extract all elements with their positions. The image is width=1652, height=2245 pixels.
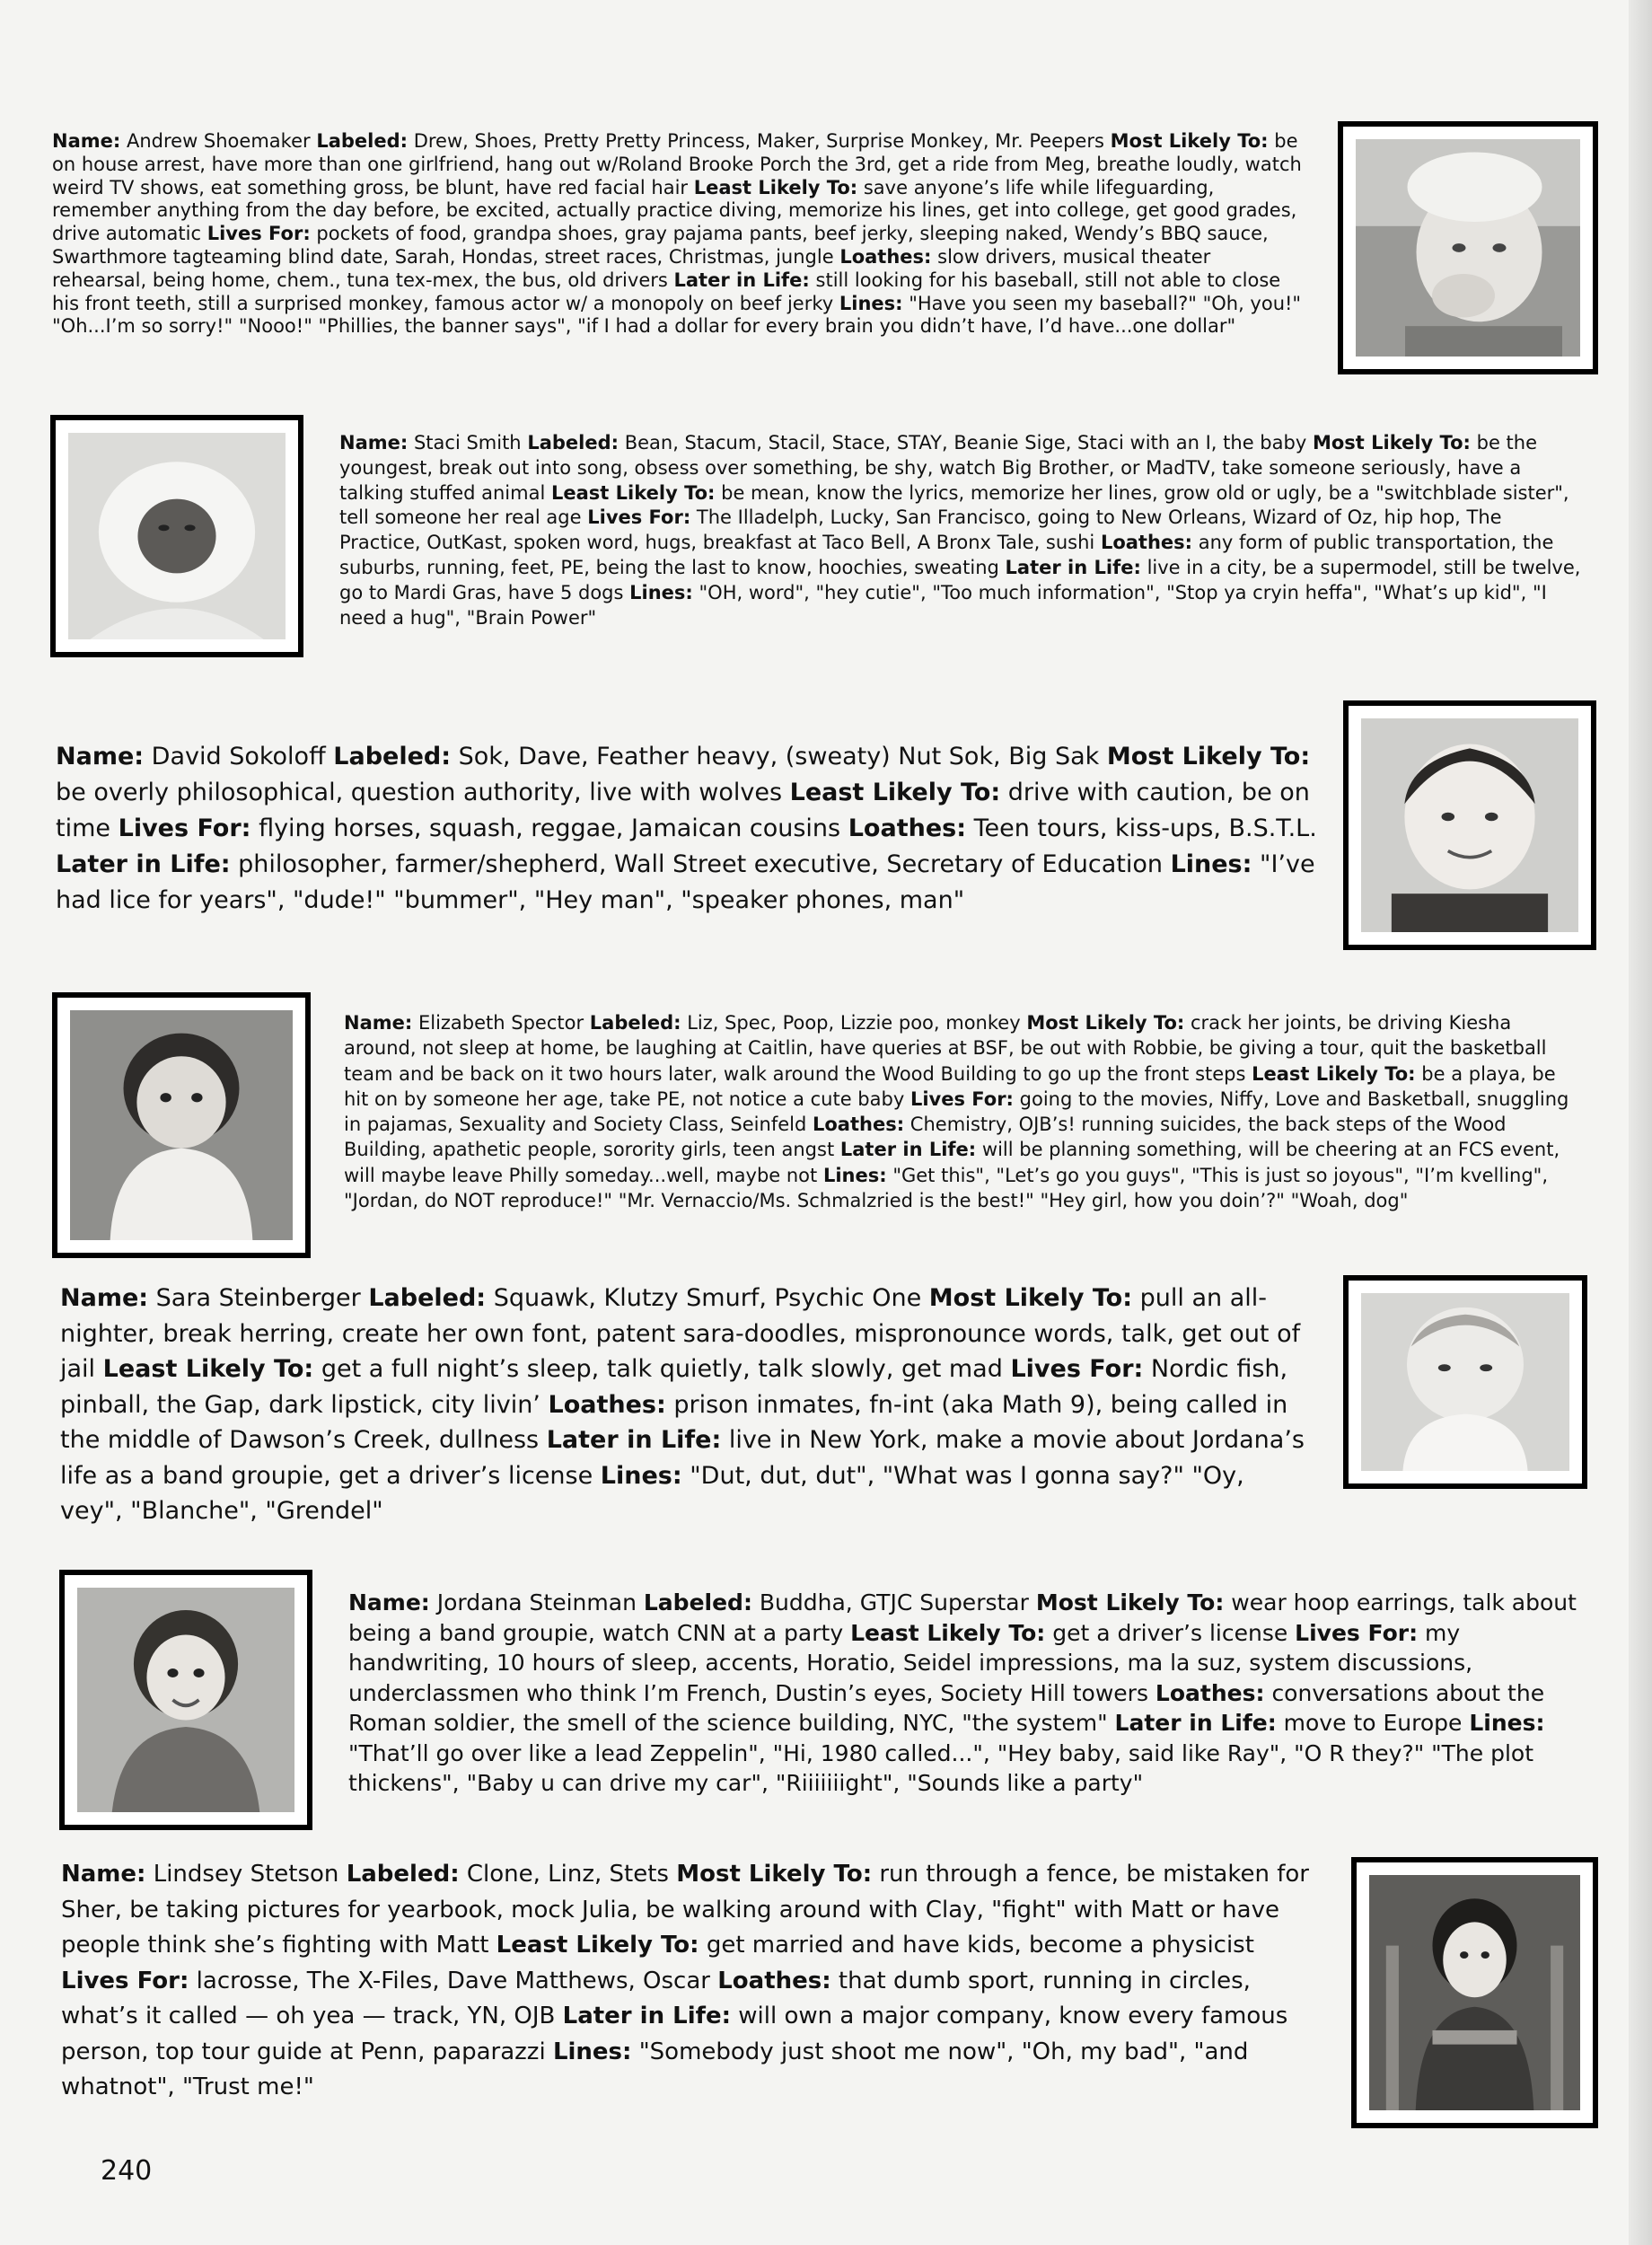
profile-entry bbox=[339, 431, 1583, 630]
page-edge bbox=[1629, 0, 1652, 2245]
baby-photo-icon bbox=[1338, 121, 1598, 374]
toddler-photo-icon bbox=[52, 992, 311, 1258]
profile-entry bbox=[52, 130, 1309, 339]
baby-photo-icon bbox=[1343, 1275, 1587, 1489]
profile-entry bbox=[60, 1281, 1308, 1529]
profile-text: Name: Staci Smith Labeled: Bean, Stacum, Stacil, Stace, STAY, Beanie Sige, Staci with an I, the baby Most Likely To: be the youngest, break out into song, obsess over something, be shy, watch Big Brother, or MadTV, take someone seriously, have a talking stuffed animal Least Likely To: be mean, know the lyrics, memorize her lines, grow old or ugly, be a "switchblade sister", tell someone her real age Lives For: The Illadelph, Lucky, San Francisco, going to New Orleans, Wizard of Oz, hip hop, The Practice, OutKast, spoken word, hugs, breakfast at Taco Bell, A Bronx Tale, sushi Loathes: any form of public transportation, the suburbs, running, feet, PE, being the last to know, hoochies, sweating Later in Life: live in a city, be a supermodel, still be twelve, go to Mardi Gras, have 5 dogs Lines: "OH, word", "hey cutie", "Too much information", "Stop ya cryin heffa", "What’s up kid", "I need a hug", "Brain Power" bbox=[339, 432, 1581, 629]
profile-text: Name: Lindsey Stetson Labeled: Clone, Linz, Stets Most Likely To: run through a fence, be mistaken for Sher, be taking pictures for yearbook, mock Julia, be walking around with Clay, "fight" with Matt or have people think she’s fighting with Matt Least Likely To: get married and have kids, become a physicist Lives For: lacrosse, The X-Files, Dave Matthews, Oscar Loathes: that dumb sport, running in circles, what’s it called — oh yea — track, YN, OJB Later in Life: will own a major company, know every famous person, top tour guide at Penn, paparazzi Lines: "Somebody just shoot me now", "Oh, my bad", "and whatnot", "Trust me!" bbox=[61, 1861, 1309, 2100]
profile-entry bbox=[344, 1010, 1583, 1213]
toddler-photo-icon bbox=[1351, 1857, 1598, 2128]
profile-entry bbox=[348, 1588, 1583, 1799]
profile-text: Name: Elizabeth Spector Labeled: Liz, Spec, Poop, Lizzie poo, monkey Most Likely To: crack her joints, be driving Kiesha around, not sleep at home, be laughing at Caitlin, have queries at BSF, be out with Robbie, be giving a tour, quit the basketball team and be back on it two hours later, walk around the Wood Building to go up the front steps Least Likely To: be a playa, be hit on by someone her age, take PE, not notice a cute baby Lives For: going to the movies, Niffy, Love and Basketball, snuggling in pajamas, Sexuality and Society Class, Seinfeld Loathes: Chemistry, OJB’s! running suicides, the back steps of the Wood Building, apathetic people, sorority girls, teen angst Later in Life: will be planning something, will be cheering at an FCS event, will maybe leave Philly someday...well, maybe not Lines: "Get this", "Let’s go you guys", "This is just so joyous", "I’m kvelling", "Jordan, do NOT reproduce!" "Mr. Vernaccio/Ms. Schmalzried is the best!" "Hey girl, how you doin’?" "Woah, dog" bbox=[344, 1012, 1569, 1212]
profile-entry bbox=[56, 739, 1340, 919]
child-photo-icon bbox=[1343, 700, 1596, 950]
page-number: 240 bbox=[101, 2155, 153, 2187]
profile-text: Name: Andrew Shoemaker Labeled: Drew, Shoes, Pretty Pretty Princess, Maker, Surprise Monkey, Mr. Peepers Most Likely To: be on house arrest, have more than one girlfriend, hang out w/Roland Brooke Porch the 3rd, get a ride from Meg, breathe loudly, watch weird TV shows, eat something gross, be blunt, have red facial hair Least Likely To: save anyone’s life while lifeguarding, remember anything from the day before, be excited, actually practice diving, memorize his lines, get into college, get good grades, drive automatic Lives For: pockets of food, grandpa shoes, gray pajama pants, beef jerky, sleeping naked, Wendy’s BBQ sauce, Swarthmore tagteaming blind date, Sarah, Hondas, street races, Christmas, jungle Loathes: slow drivers, musical theater rehearsal, being home, chem., tuna tex-mex, the bus, old drivers Later in Life: still looking for his baseball, still not able to close his front teeth, still a surprised monkey, famous actor w/ a monopoly on beef jerky Lines: "Have you seen my baseball?" "Oh, you!" "Oh...I’m so sorry!" "Nooo!" "Phillies, the banner says", "if I had a dollar for every brain you didn’t have, I’d have...one dollar" bbox=[52, 130, 1302, 338]
profile-text: Name: Sara Steinberger Labeled: Squawk, Klutzy Smurf, Psychic One Most Likely To: pull an all-nighter, break herring, create her own font, patent sara-doodles, mispronounce words, talk, get out of jail Least Likely To: get a full night’s sleep, talk quietly, talk slowly, get mad Lives For: Nordic fish, pinball, the Gap, dark lipstick, city livin’ Loathes: prison inmates, fn-int (aka Math 9), being called in the middle of Dawson’s Creek, dullness Later in Life: live in New York, make a movie about Jordana’s life as a band groupie, get a driver’s license Lines: "Dut, dut, dut", "What was I gonna say?" "Oy, vey", "Blanche", "Grendel" bbox=[60, 1284, 1305, 1525]
baby-photo-icon bbox=[50, 415, 303, 657]
profile-text: Name: Jordana Steinman Labeled: Buddha, GTJC Superstar Most Likely To: wear hoop earrings, talk about being a band groupie, watch CNN at a party Least Likely To: get a driver’s license Lives For: my handwriting, 10 hours of sleep, accents, Horatio, Seidel impressions, ma la suz, system discussions, underclassmen who think I’m French, Dustin’s eyes, Society Hill towers Loathes: conversations about the Roman soldier, the smell of the science building, NYC, "the system" Later in Life: move to Europe Lines: "That’ll go over like a lead Zeppelin", "Hi, 1980 called...", "Hey baby, said like Ray", "O R they?" "The plot thickens", "Baby u can drive my car", "Riiiiiiight", "Sounds like a party" bbox=[348, 1589, 1577, 1796]
profile-text: Name: David Sokoloff Labeled: Sok, Dave, Feather heavy, (sweaty) Nut Sok, Big Sak Most Likely To: be overly philosophical, question authority, live with wolves Least Likely To: drive with caution, be on time Lives For: flying horses, squash, reggae, Jamaican cousins Loathes: Teen tours, kiss-ups, B.S.T.L. Later in Life: philosopher, farmer/shepherd, Wall Street executive, Secretary of Education Lines: "I’ve had lice for years", "dude!" "bummer", "Hey man", "speaker phones, man" bbox=[56, 743, 1317, 914]
toddler-photo-icon bbox=[59, 1570, 312, 1830]
profile-entry bbox=[61, 1857, 1327, 2106]
